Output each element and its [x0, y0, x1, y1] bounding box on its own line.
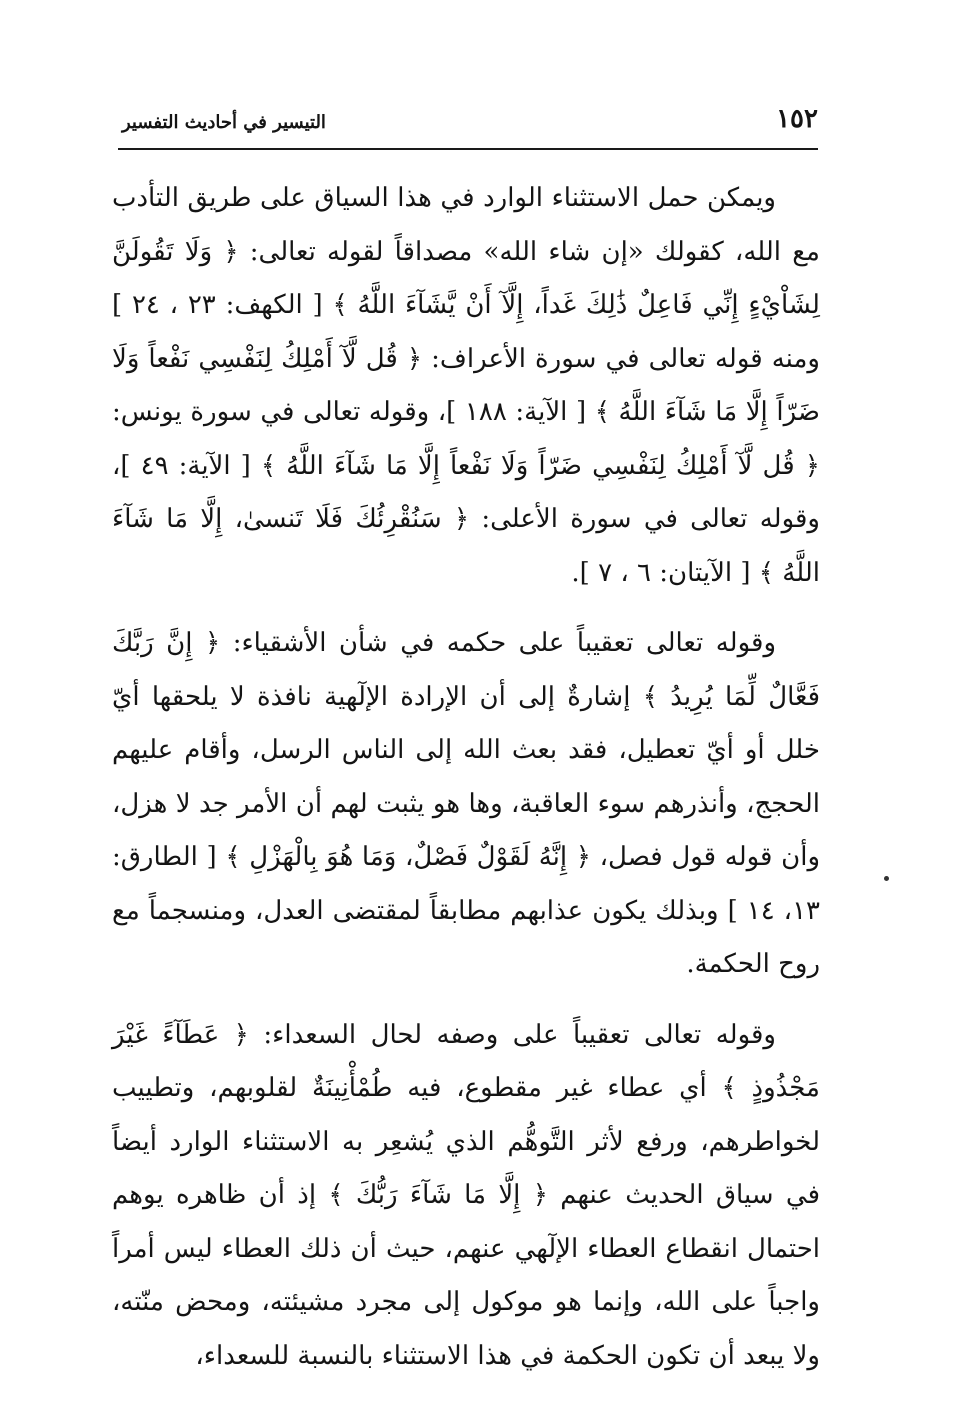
paragraph-3: وقوله تعالى تعقيباً على وصفه لحال السعداء: ﴿ عَطَآءً غَيْرَ مَجْذُوذٍ ﴾ أي عطاء غير مقطوع، فيه طُمْأْنِينَةٌ لقلوبهم، وتطييب لخواطرهم، ورفع لأثر التَّوهُّم الذي يُشعِر به الاستثناء الوارد أيضاً في سياق الحديث عنهم ﴿ إِلَّا مَا شَآءَ رَبُّكَ ﴾ إذ أن ظاهره يوهم احتمال انقطاع العطاء الإلٓهي عنهم، حيث أن ذلك العطاء ليس أمراً واجباً على الله، وإنما هو موكول إلى مجرد مشيئته، ومحض منّته، ولا يبعد أن تكون الحكمة في هذا الاستثناء بالنسبة للسعداء، [112, 1019, 820, 1371]
header-rule [118, 148, 818, 150]
page-header [118, 102, 818, 146]
margin-dot [884, 876, 889, 881]
body-text [112, 172, 820, 1383]
paragraph-2: وقوله تعالى تعقيباً على حكمه في شأن الأشقياء: ﴿ إِنَّ رَبَّكَ فَعَّالٌ لِّمَا يُرِيدُ ﴾ إشارةٌ إلى أن الإرادة الإلٓهية نافذة لا يلحقها أيّ خلل أو أيّ تعطيل، فقد بعث الله إلى الناس الرسل، وأقام عليهم الحجج، وأنذرهم سوء العاقبة، وها هو يثبت لهم أن الأمر جد لا هزل، وأن قوله قول فصل، ﴿ إِنَّهُ لَقَوْلٌ فَصْلٌ، وَمَا هُوَ بِالْهَزْلِ ﴾ [ الطارق: ١٣، ١٤ ] وبذلك يكون عذابهم مطابقاً لمقتضى العدل، ومنسجماً مع روح الحكمة. [112, 628, 820, 979]
running-title: التيسير في أحاديث التفسير [122, 112, 326, 133]
page-number: ١٥٢ [776, 104, 818, 134]
paragraph-1: ويمكن حمل الاستثناء الوارد في هذا السياق على طريق التأدب مع الله، كقولك «إن شاء الله» مصداقاً لقوله تعالى: ﴿ وَلَا تَقُولَنَّ لِشَاْيْءٍ إِنِّي فَاعِلٌ ذَٰلِكَ غَداً، إِلَّآ أَنْ يَّشَآءَ اللَّهُ ﴾ [ الكهف: ٢٣ ، ٢٤ ] ومنه قوله تعالى في سورة الأعراف: ﴿ قُل لَّآ أَمْلِكُ لِنَفْسِي نَفْعاً وَلَا ضَرّاً إِلَّا مَا شَآءَ اللَّهُ ﴾ [ الآية: ١٨٨ ]، وقوله تعالى في سورة يونس: ﴿ قُل لَّآ أَمْلِكُ لِنَفْسِي ضَرّاً وَلَا نَفْعاً إِلَّا مَا شَآءَ اللَّهُ ﴾ [ الآية: ٤٩ ]، وقوله تعالى في سورة الأعلى: ﴿ سَنُقْرِئُكَ فَلَا تَنسىٰ، إِلَّا مَا شَآءَ اللَّهُ ﴾ [ الآيتان: ٦ ، ٧ ]. [112, 183, 821, 588]
